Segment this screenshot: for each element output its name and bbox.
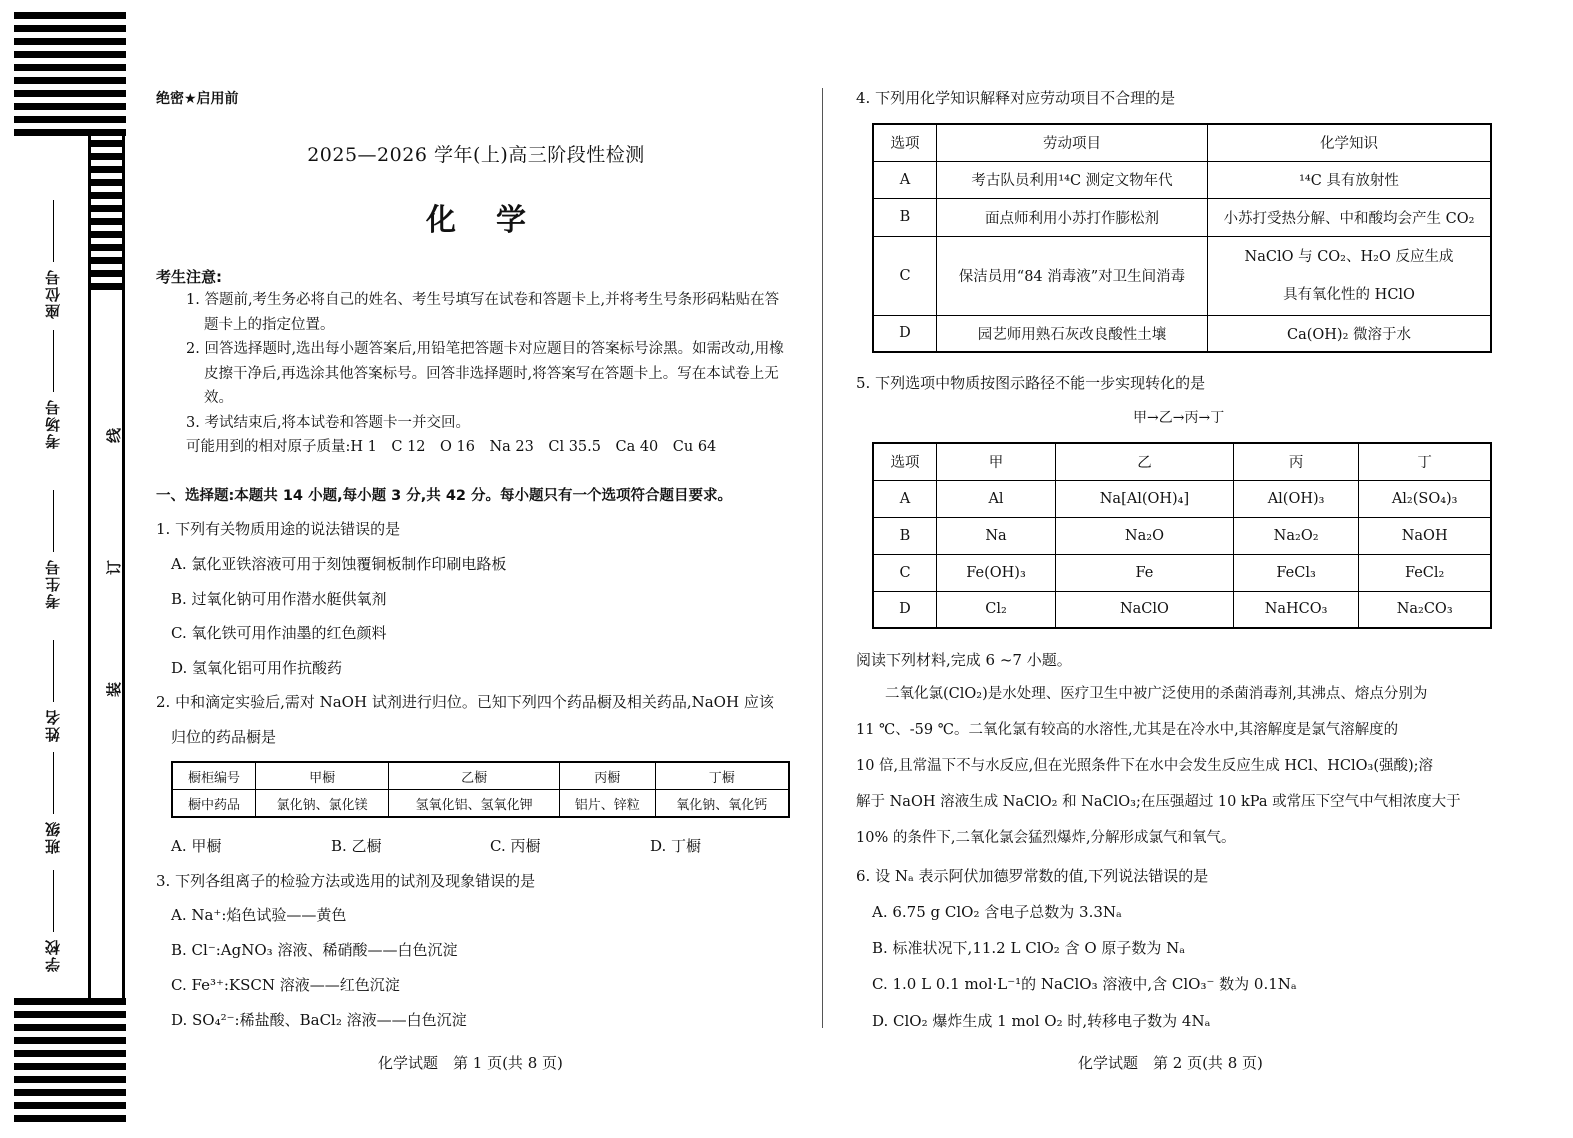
table-cell: FeCl₂	[1359, 554, 1491, 591]
table-cell: B	[873, 517, 937, 554]
table-cell: 乙橱	[389, 762, 560, 790]
q5-table	[872, 442, 1492, 629]
table-row	[873, 315, 1491, 352]
table-cell: Al₂(SO₄)₃	[1359, 480, 1491, 517]
field-candidate-number: 考生号	[42, 490, 63, 609]
table-cell: ¹⁴C 具有放射性	[1208, 161, 1492, 198]
table-cell: D	[873, 591, 937, 628]
question-3-option-c: C. Fe³⁺:KSCN 溶液——红色沉淀	[171, 976, 400, 994]
table-cell: Fe	[1056, 554, 1234, 591]
binding-line-right	[122, 132, 125, 998]
table-cell: Cl₂	[937, 591, 1056, 628]
table-row	[873, 517, 1491, 554]
table-header-cell: 选项	[873, 443, 937, 480]
question-2-stem-cont: 归位的药品橱是	[171, 728, 277, 746]
notice-item: 2. 回答选择题时,选出每小题答案后,用铅笔把答题卡对应题目的答案标号涂黑。如需改动,用橡皮擦干净后,再选涂其他答案标号。回答非选择题时,将答案写在答题卡上。写在本试卷上无效。	[186, 341, 784, 406]
table-cell: Na₂CO₃	[1359, 591, 1491, 628]
q4-table	[872, 123, 1492, 353]
table-cell: 甲橱	[256, 762, 389, 790]
secret-label: 绝密★启用前	[156, 91, 239, 107]
question-3-option-a: A. Na⁺:焰色试验——黄色	[171, 906, 347, 924]
reading-intro: 阅读下列材料,完成 6 ~7 小题。	[856, 651, 1072, 669]
seal-char-pack: 装	[106, 681, 121, 699]
question-3-option-b: B. Cl⁻:AgNO₃ 溶液、稀硝酸——白色沉淀	[171, 941, 458, 959]
field-seat-number: 座位号	[42, 200, 63, 319]
table-row	[873, 161, 1491, 198]
page-divider	[822, 88, 823, 1028]
question-1-option-c: C. 氧化铁可用作油墨的红色颜料	[171, 624, 387, 642]
passage-line: 10 倍,且常温下不与水反应,但在光照条件下在水中会发生反应生成 HCl、HClO₃(强酸);溶	[856, 758, 1434, 774]
table-cell: 氢氧化铝、氢氧化钾	[389, 790, 560, 818]
table-cell: Ca(OH)₂ 微溶于水	[1208, 315, 1492, 352]
question-6-option-a: A. 6.75 g ClO₂ 含电子总数为 3.3Nₐ	[872, 903, 1122, 921]
binding-barcode-top	[14, 12, 126, 142]
question-2-option-a: A. 甲橱	[171, 837, 222, 855]
question-2-stem: 2. 中和滴定实验后,需对 NaOH 试剂进行归位。已知下列四个药品橱及相关药品,NaOH 应该	[156, 693, 774, 711]
question-5-path: 甲→乙→丙→丁	[1133, 410, 1225, 426]
field-class: 班级	[42, 752, 63, 854]
table-header-cell: 选项	[873, 124, 937, 161]
table-cell: 面点师利用小苏打作膨松剂	[937, 198, 1208, 236]
question-6-option-c: C. 1.0 L 0.1 mol·L⁻¹的 NaClO₃ 溶液中,含 ClO₃⁻ 数为 0.1Nₐ	[872, 975, 1297, 993]
question-4-stem: 4. 下列用化学知识解释对应劳动项目不合理的是	[856, 89, 1176, 107]
question-6-option-d: D. ClO₂ 爆炸生成 1 mol O₂ 时,转移电子数为 4Nₐ	[872, 1012, 1211, 1030]
table-header-cell: 丙	[1233, 443, 1358, 480]
question-1-stem: 1. 下列有关物质用途的说法错误的是	[156, 520, 401, 538]
table-cell: 氯化钠、氯化镁	[256, 790, 389, 818]
table-cell: NaOH	[1359, 517, 1491, 554]
table-cell: 橱柜编号	[172, 762, 256, 790]
table-cell: Na[Al(OH)₄]	[1056, 480, 1234, 517]
table-cell: FeCl₃	[1233, 554, 1358, 591]
passage-line: 10% 的条件下,二氧化氯会猛烈爆炸,分解形成氯气和氧气。	[856, 830, 1236, 846]
table-row	[873, 591, 1491, 628]
table-cell: Na	[937, 517, 1056, 554]
passage-line: 解于 NaOH 溶液生成 NaClO₂ 和 NaClO₃;在压强超过 10 kPa 或常压下空气中气相浓度大于	[856, 794, 1461, 810]
table-cell: 保洁员用“84 消毒液”对卫生间消毒	[937, 236, 1208, 315]
section-heading: 一、选择题:本题共 14 小题,每小题 3 分,共 42 分。每小题只有一个选项符合题目要求。	[156, 488, 733, 504]
table-row	[873, 443, 1491, 480]
table-row	[873, 124, 1491, 161]
table-cell: 丁橱	[655, 762, 789, 790]
table-cell: A	[873, 161, 937, 198]
table-cell: 小苏打受热分解、中和酸均会产生 CO₂	[1208, 198, 1492, 236]
passage-line: 11 ℃、-59 ℃。二氧化氯有较高的水溶性,尤其是在冷水中,其溶解度是氯气溶解度的	[856, 722, 1399, 738]
field-name: 姓名	[42, 640, 63, 742]
subject-title: 化学	[426, 203, 566, 238]
seal-char-line: 线	[106, 427, 121, 445]
question-2-option-d: D. 丁橱	[650, 837, 702, 855]
table-row	[172, 790, 789, 818]
reading-passage	[856, 676, 1492, 856]
question-6-option-b: B. 标准状况下,11.2 L ClO₂ 含 O 原子数为 Nₐ	[872, 939, 1186, 957]
table-cell: NaClO	[1056, 591, 1234, 628]
cell-line: NaClO 与 CO₂、H₂O 反应生成	[1244, 248, 1454, 265]
table-cell: NaHCO₃	[1233, 591, 1358, 628]
table-row	[873, 480, 1491, 517]
table-cell: B	[873, 198, 937, 236]
table-header-cell: 乙	[1056, 443, 1234, 480]
table-cell: 铝片、锌粒	[560, 790, 656, 818]
passage-line: 二氧化氯(ClO₂)是水处理、医疗卫生中被广泛使用的杀菌消毒剂,其沸点、熔点分别为	[856, 686, 1428, 702]
field-school: 学校	[42, 870, 63, 972]
question-1-option-d: D. 氢氧化铝可用作抗酸药	[171, 659, 343, 677]
table-row	[873, 198, 1491, 236]
question-6-stem: 6. 设 Nₐ 表示阿伏加德罗常数的值,下列说法错误的是	[856, 867, 1209, 885]
page-footer-left: 化学试题 第 1 页(共 8 页)	[378, 1054, 563, 1072]
table-header-cell: 丁	[1359, 443, 1491, 480]
question-2-option-b: B. 乙橱	[331, 837, 382, 855]
table-cell: 氧化钠、氧化钙	[655, 790, 789, 818]
seal-char-bind: 订	[106, 559, 121, 577]
table-cell: Al(OH)₃	[1233, 480, 1358, 517]
table-row	[172, 762, 789, 790]
table-cell: D	[873, 315, 937, 352]
table-row	[873, 554, 1491, 591]
table-cell: 丙橱	[560, 762, 656, 790]
question-1-option-b: B. 过氧化钠可用作潜水艇供氧剂	[171, 590, 387, 608]
page-footer-right: 化学试题 第 2 页(共 8 页)	[1078, 1054, 1263, 1072]
question-5-stem: 5. 下列选项中物质按图示路径不能一步实现转化的是	[856, 374, 1206, 392]
cell-line: 具有氧化性的 HClO	[1283, 286, 1415, 303]
question-3-stem: 3. 下列各组离子的检验方法或选用的试剂及现象错误的是	[156, 872, 536, 890]
table-cell: Na₂O	[1056, 517, 1234, 554]
table-cell	[1208, 236, 1492, 315]
table-cell: C	[873, 554, 937, 591]
table-cell: C	[873, 236, 937, 315]
question-3-option-d: D. SO₄²⁻:稀盐酸、BaCl₂ 溶液——白色沉淀	[171, 1011, 467, 1029]
table-cell: Al	[937, 480, 1056, 517]
notice-list	[186, 288, 792, 460]
question-2-option-c: C. 丙橱	[490, 837, 541, 855]
table-cell: 橱中药品	[172, 790, 256, 818]
table-cell: 考古队员利用¹⁴C 测定文物年代	[937, 161, 1208, 198]
question-1-option-a: A. 氯化亚铁溶液可用于刻蚀覆铜板制作印刷电路板	[171, 555, 507, 573]
cabinet-table	[171, 761, 790, 818]
binding-ladder-top	[91, 140, 122, 292]
table-cell: A	[873, 480, 937, 517]
table-header-cell: 化学知识	[1208, 124, 1492, 161]
table-cell: Fe(OH)₃	[937, 554, 1056, 591]
field-exam-room: 考场号	[42, 330, 63, 449]
notice-item: 3. 考试结束后,将本试卷和答题卡一并交回。	[186, 414, 471, 431]
table-header-cell: 劳动项目	[937, 124, 1208, 161]
binding-barcode-bottom	[14, 998, 126, 1128]
table-cell: 园艺师用熟石灰改良酸性土壤	[937, 315, 1208, 352]
table-header-cell: 甲	[937, 443, 1056, 480]
exam-title: 2025—2026 学年(上)高三阶段性检测	[307, 144, 645, 166]
notice-item: 1. 答题前,考生务必将自己的姓名、考生号填写在试卷和答题卡上,并将考生号条形码粘贴在答题卡上的指定位置。	[186, 292, 780, 333]
atomic-masses: 可能用到的相对原子质量:H 1 C 12 O 16 Na 23 Cl 35.5 Ca 40 Cu 64	[186, 439, 717, 455]
table-row	[873, 236, 1491, 315]
notice-title: 考生注意:	[156, 268, 222, 286]
table-cell: Na₂O₂	[1233, 517, 1358, 554]
